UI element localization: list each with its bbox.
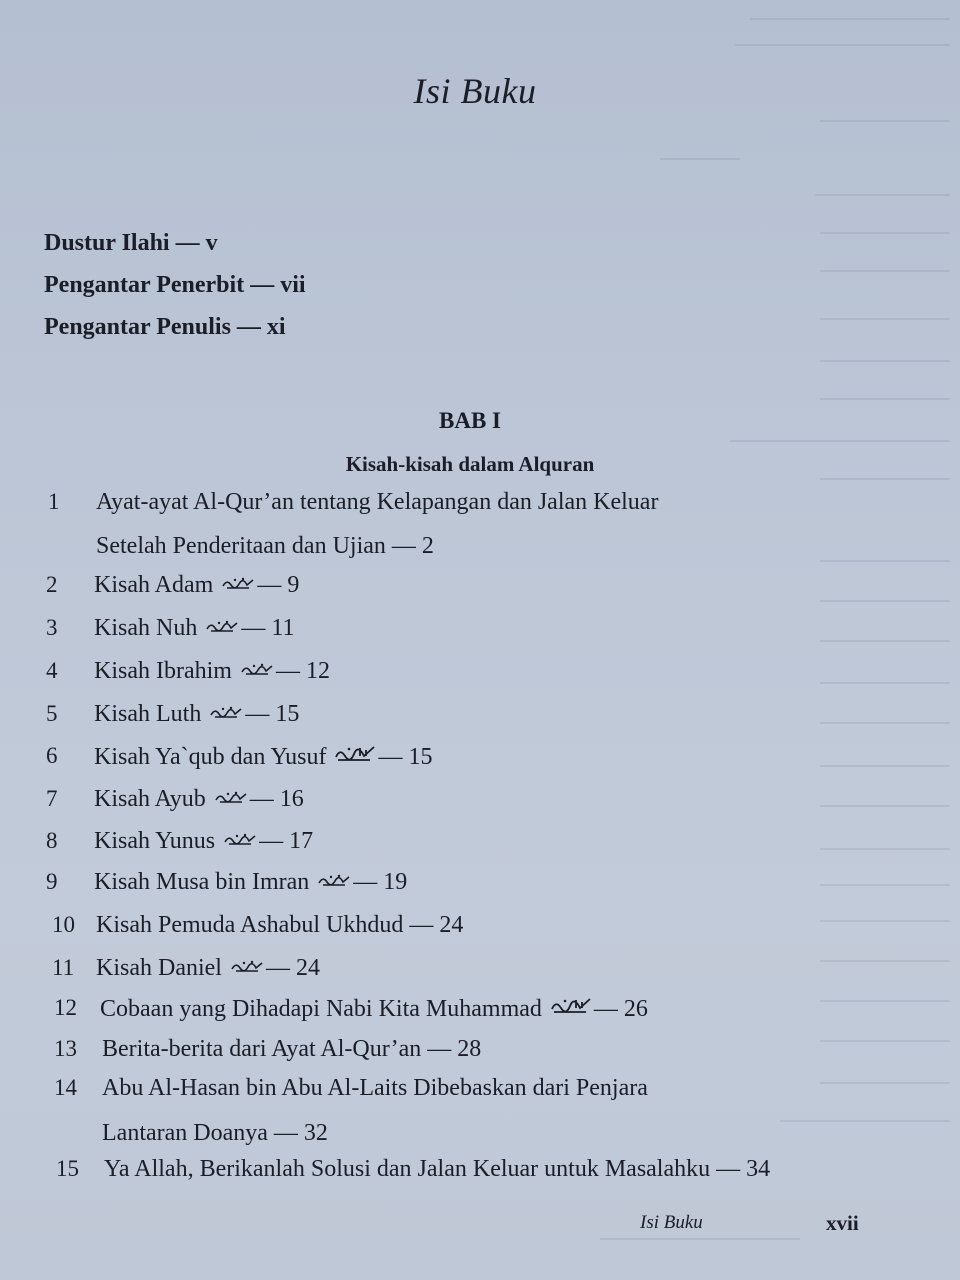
entry-title: Kisah Luth	[94, 701, 208, 727]
alaihissalam-icon	[205, 619, 239, 633]
entry-number: 6	[46, 743, 58, 768]
alaihimassalam-icon	[334, 744, 376, 762]
entry-number: 4	[46, 658, 58, 683]
entry-title: Kisah Musa bin Imran	[94, 869, 316, 895]
alaihissalam-icon	[209, 705, 243, 719]
entry-title: Abu Al-Hasan bin Abu Al-Laits Dibebaskan dari Penjara	[102, 1075, 648, 1101]
front-matter-item: Pengantar Penulis — xi	[44, 314, 286, 340]
entry-title: Kisah Daniel	[96, 955, 228, 981]
entry-title: Kisah Ayub	[94, 786, 212, 812]
entry-number: 8	[46, 828, 58, 853]
entry-page: — 12	[275, 658, 330, 684]
entry-number: 13	[54, 1036, 77, 1061]
entry-title: Kisah Pemuda Ashabul Ukhdud — 24	[96, 912, 464, 938]
entry-title-continuation: Lantaran Doanya — 32	[102, 1120, 328, 1146]
entry-page: — 26	[593, 996, 648, 1022]
entry-number: 2	[46, 572, 58, 597]
chapter-subtitle: Kisah-kisah dalam Alquran	[345, 452, 595, 476]
shallallahu-alaihi-wasallam-icon	[550, 996, 592, 1014]
entry-number: 15	[56, 1156, 79, 1181]
entry-title: Ayat-ayat Al-Qur’an tentang Kelapangan dan Jalan Keluar	[96, 489, 659, 515]
entry-page: — 17	[259, 828, 314, 854]
entry-number: 14	[54, 1075, 77, 1100]
alaihissalam-icon	[230, 959, 264, 973]
page-title: Isi Buku	[413, 71, 537, 111]
front-matter-item: Dustur Ilahi — v	[44, 230, 218, 256]
entry-title-continuation: Setelah Penderitaan dan Ujian — 2	[96, 533, 434, 559]
entry-page: — 15	[245, 701, 300, 727]
chapter-heading: BAB I	[439, 408, 501, 433]
entry-title: Kisah Ibrahim	[94, 658, 238, 684]
entry-number: 11	[52, 955, 75, 980]
entry-number: 3	[46, 615, 58, 640]
entry-number: 12	[54, 995, 77, 1020]
entry-title: Kisah Nuh	[94, 615, 204, 641]
entry-page: — 19	[353, 869, 408, 895]
entry-number: 1	[48, 489, 60, 514]
entry-title: Ya Allah, Berikanlah Solusi dan Jalan Keluar untuk Masalahku — 34	[104, 1156, 771, 1182]
entry-title: Kisah Ya`qub dan Yusuf	[94, 744, 333, 770]
alaihissalam-icon	[317, 873, 351, 887]
alaihissalam-icon	[214, 790, 248, 804]
entry-page: — 24	[265, 955, 320, 981]
entry-page: — 15	[378, 744, 433, 770]
entry-title: Cobaan yang Dihadapi Nabi Kita Muhammad	[100, 996, 548, 1022]
entry-page: — 16	[249, 786, 304, 812]
entry-number: 7	[46, 786, 58, 811]
alaihissalam-icon	[221, 576, 255, 590]
entry-page: — 9	[257, 572, 300, 598]
entry-title: Kisah Yunus	[94, 828, 222, 854]
entry-number: 5	[46, 701, 58, 726]
running-footer-title: Isi Buku	[640, 1212, 703, 1233]
page-number: xvii	[826, 1211, 859, 1235]
alaihissalam-icon	[240, 662, 274, 676]
entry-page: — 11	[241, 615, 295, 641]
entry-title: Berita-berita dari Ayat Al-Qur’an — 28	[102, 1036, 482, 1062]
entry-title: Kisah Adam	[94, 572, 220, 598]
front-matter-item: Pengantar Penerbit — vii	[44, 272, 306, 298]
alaihissalam-icon	[223, 832, 257, 846]
entry-number: 9	[46, 869, 58, 894]
entry-number: 10	[52, 912, 75, 937]
